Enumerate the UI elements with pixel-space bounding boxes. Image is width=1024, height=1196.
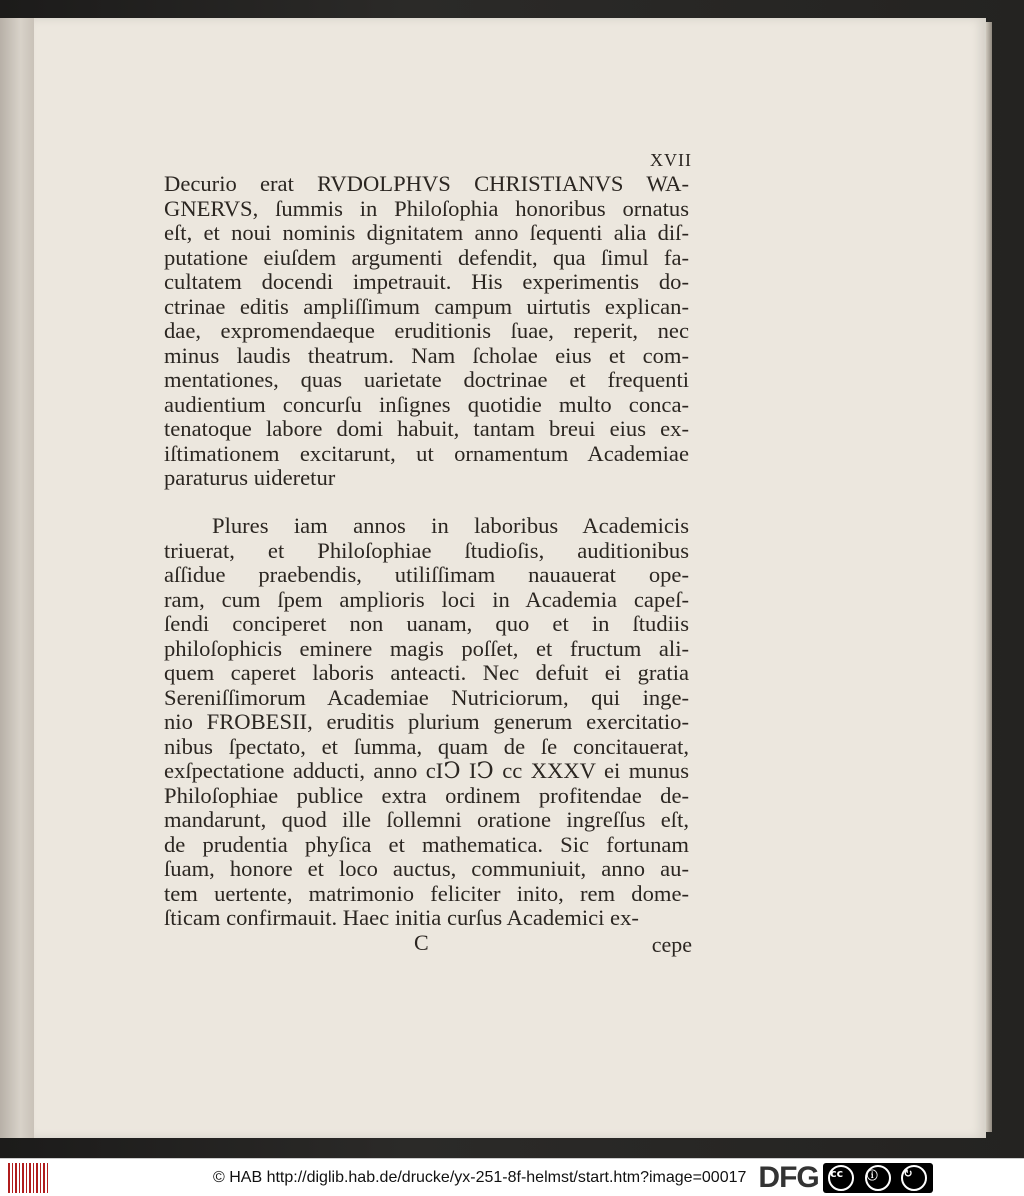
text-line: minus laudis theatrum. Nam ſcholae eius et com- (164, 342, 689, 368)
text-line: quem caperet laboris anteacti. Nec defuit ei gratia (164, 660, 689, 685)
text-line: triuerat, et Philoſophiae ſtudioſis, auditionibus (164, 537, 689, 563)
text-line: ſticam confirmauit. Haec initia curſus Academici ex- (164, 905, 639, 930)
text-line: cultatem docendi impetrauit. His experimentis do- (164, 269, 689, 294)
paragraph-1 (164, 172, 689, 491)
text-line: Sereniſſimorum Academiae Nutriciorum, qui inge- (164, 684, 689, 710)
text-line: mandarunt, quod ille ſollemni oratione ingreſſus eſt, (164, 807, 689, 832)
text-line: ſuam, honore et loco auctus, communiuit, anno au- (164, 856, 689, 881)
footer-bar (0, 1158, 1024, 1196)
text-line: ctrinae editis ampliſſimum campum uirtutis explican- (164, 293, 689, 319)
page-edge (986, 22, 992, 1132)
text-line: aſſidue praebendis, utiliſſimam nauauerat ope- (164, 562, 689, 587)
text-line: tenatoque labore domi habuit, tantam breui eius ex- (164, 416, 689, 441)
previous-page-edge (0, 18, 36, 1138)
barcode-icon (8, 1163, 48, 1193)
by-icon: ⓘ (865, 1165, 891, 1191)
text-line: mentationes, quas uarietate doctrinae et frequenti (164, 367, 689, 392)
license-badge[interactable] (823, 1163, 933, 1193)
text-line: GNERVS, ſummis in Philoſophia honoribus ornatus (164, 195, 689, 221)
text-line: putatione eiuſdem argumenti defendit, qua ſimul fa- (164, 244, 689, 270)
text-line: eſt, et noui nominis dignitatem anno ſequenti alia diſ- (164, 220, 689, 245)
text-line: philoſophicis eminere magis poſſet, et fructum ali- (164, 635, 689, 661)
dfg-logo[interactable]: DFG (758, 1160, 819, 1194)
text-line: iſtimationem excitarunt, ut ornamentum Academiae (164, 440, 689, 466)
text-line: ram, cum ſpem amplioris loci in Academia capeſ- (164, 586, 689, 612)
signature-mark: C (414, 930, 429, 955)
text-line: nibus ſpectato, et ſumma, quam de ſe concitauerat, (164, 733, 689, 759)
text-line: audientium concurſu inſignes quotidie multo conca- (164, 391, 689, 417)
text-line: Decurio erat RVDOLPHVS CHRISTIANVS WA- (164, 171, 689, 196)
page-folio: XVII (650, 150, 692, 170)
text-line: Plures iam annos in laboribus Academicis (212, 513, 689, 538)
text-line: de prudentia phyſica et mathematica. Sic fortunam (164, 831, 689, 857)
text-line: ſendi conciperet non uanam, quo et in ſtudiis (164, 611, 689, 636)
cc-icon: cc (828, 1165, 854, 1191)
text-line: dae, expromendaeque eruditionis ſuae, reperit, nec (164, 318, 689, 343)
paragraph-2 (164, 514, 689, 931)
text-line: paraturus uideretur (164, 465, 336, 490)
book-page (34, 18, 986, 1138)
text-line: Philoſophiae publice extra ordinem profitendae de- (164, 782, 689, 808)
credit-text[interactable]: © HAB http://diglib.hab.de/drucke/yx-251-8f-helmst/start.htm?image=00017 (213, 1168, 747, 1186)
text-line: nio FROBESII, eruditis plurium generum exercitatio- (164, 709, 689, 734)
text-line: tem uertente, matrimonio feliciter inito, rem dome- (164, 880, 689, 906)
text-line: exſpectatione adducti, anno cIↃ IↃ cc XXXV ei munus (164, 758, 689, 783)
catchword: cepe (651, 932, 692, 957)
sa-icon: ↻ (901, 1165, 927, 1191)
